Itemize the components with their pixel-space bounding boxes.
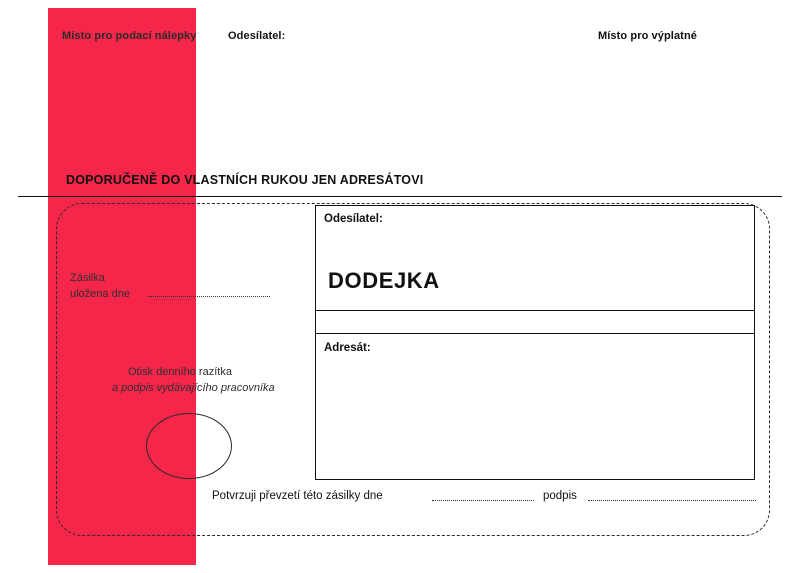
receipt-title: DODEJKA [328, 268, 440, 293]
signature-dotted-line[interactable] [588, 500, 756, 501]
stored-label-line2: uložena dne [70, 288, 130, 300]
postage-area-label: Místo pro výplatné [598, 30, 697, 42]
postal-sticker-area-label: Místo pro podací nálepky [62, 30, 197, 42]
receipt-addressee-label: Adresát: [324, 342, 371, 354]
receipt-sender-label: Odesílatel: [324, 213, 383, 225]
receipt-row-divider-1 [316, 310, 754, 311]
receipt-table [315, 205, 755, 480]
receipt-row-divider-2 [316, 333, 754, 334]
stored-date-dotted-line[interactable] [148, 296, 270, 297]
signature-label: podpis [543, 490, 577, 502]
delivery-notice-text: DOPORUČENĚ DO VLASTNÍCH RUKOU JEN ADRESÁTOVI [66, 173, 424, 187]
stored-label-line1: Zásilka [70, 272, 105, 284]
header-divider [18, 196, 782, 197]
stamp-instruction-line1: Otisk denního razítka [128, 366, 232, 378]
stamp-instruction-line2: a podpis vydávajícího pracovníka [112, 382, 275, 394]
confirmation-date-dotted-line[interactable] [432, 500, 534, 501]
stamp-circle-area [146, 413, 232, 479]
header-sender-label: Odesílatel: [228, 30, 286, 42]
confirmation-text: Potvrzuji převzetí této zásilky dne [212, 490, 383, 502]
